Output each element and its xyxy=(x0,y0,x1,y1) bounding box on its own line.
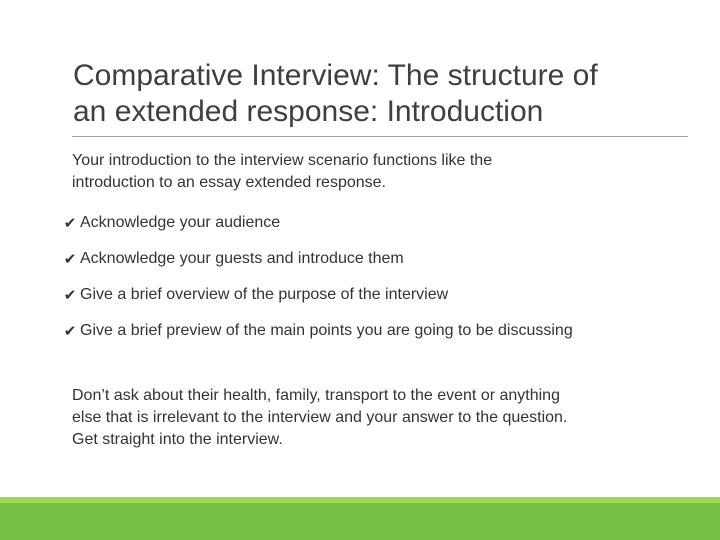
slide-title xyxy=(73,58,673,130)
check-arrow-icon: ✔ xyxy=(63,251,77,268)
bullet-text: Acknowledge your guests and introduce them xyxy=(80,250,404,267)
bullet-text: Give a brief preview of the main points you are going to be discussing xyxy=(80,322,573,339)
check-arrow-icon: ✔ xyxy=(63,323,77,340)
bullet-item xyxy=(62,313,573,349)
slide-title-line-1: Comparative Interview: The structure of xyxy=(73,59,598,92)
intro-line-1: Your introduction to the interview scenario functions like the xyxy=(72,152,493,169)
intro-line-2: introduction to an essay extended response. xyxy=(72,174,386,191)
intro-paragraph xyxy=(72,150,672,194)
bullet-text: Give a brief overview of the purpose of the interview xyxy=(80,286,449,303)
bullet-item xyxy=(62,205,573,241)
note-line-2: else that is irrelevant to the interview and your answer to the question. xyxy=(72,409,568,426)
bullet-item xyxy=(62,241,573,277)
footer-bar xyxy=(0,503,720,540)
check-arrow-icon: ✔ xyxy=(63,287,77,304)
bullet-item xyxy=(62,277,573,313)
check-arrow-icon: ✔ xyxy=(63,215,77,232)
bullet-list xyxy=(62,205,573,349)
note-paragraph xyxy=(72,385,692,451)
note-line-1: Don’t ask about their health, family, transport to the event or anything xyxy=(72,387,560,404)
title-divider xyxy=(72,136,688,137)
bullet-text: Acknowledge your audience xyxy=(80,214,281,231)
slide-title-line-2: an extended response: Introduction xyxy=(73,95,544,128)
note-line-3: Get straight into the interview. xyxy=(72,431,283,448)
